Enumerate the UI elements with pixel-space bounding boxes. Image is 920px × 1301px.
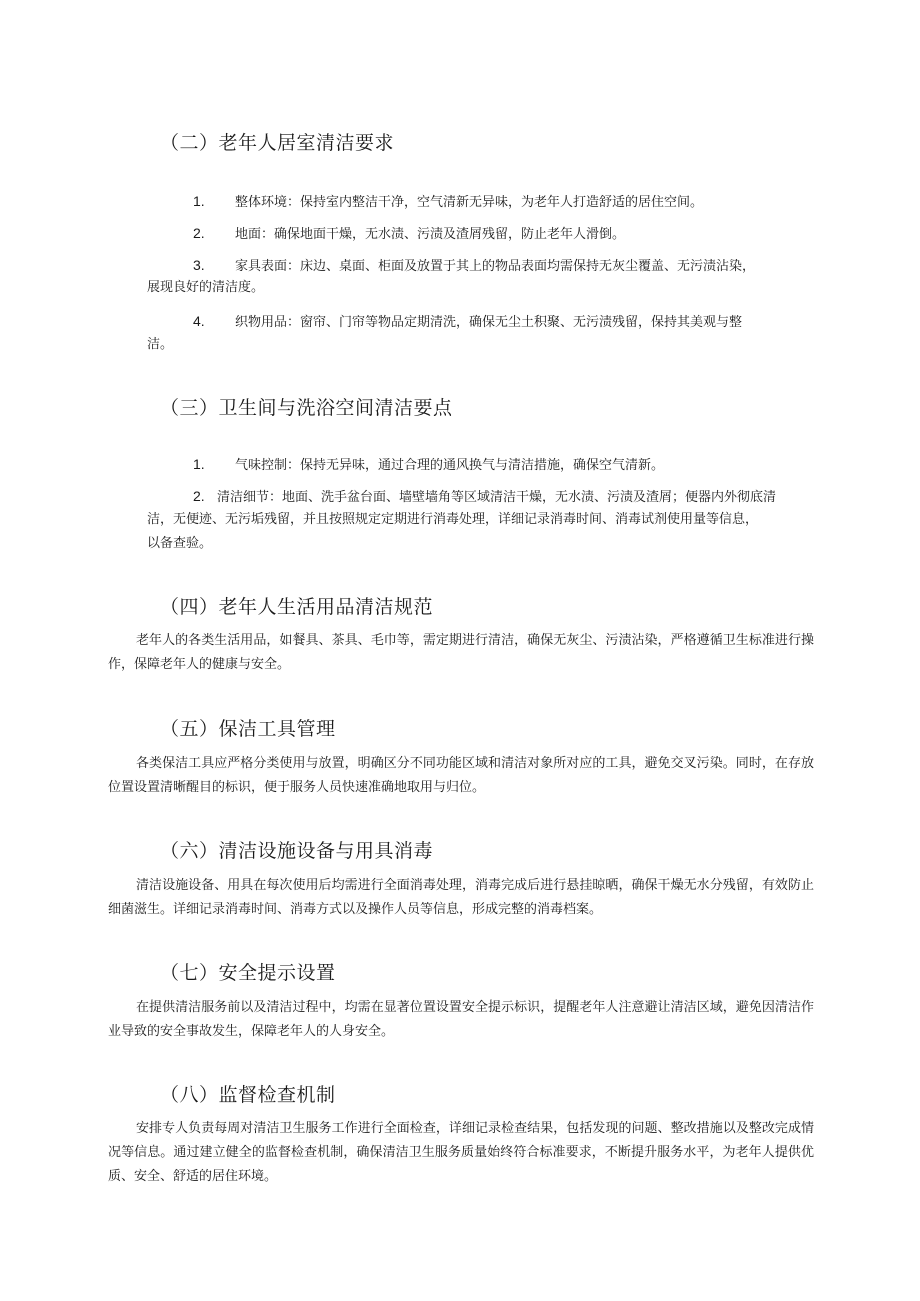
section-heading-5: （五）保洁工具管理 — [160, 718, 336, 740]
list-item-text: 织物用品：窗帘、门帘等物品定期清洗，确保无尘土积聚、无污渍残留，保持其美观与整 — [235, 315, 743, 330]
section-heading-4: （四）老年人生活用品清洁规范 — [160, 596, 434, 618]
list-item-number: 2. — [193, 225, 205, 241]
section-paragraph-7: 在提供清洁服务前以及清洁过程中，均需在显著位置设置安全提示标识，提醒老年人注意避让清洁区域，避免因清洁作业导致的安全事故发生，保障老年人的人身安全。 — [108, 1000, 814, 1039]
list-item — [193, 452, 664, 478]
list-item-continuation: 展现良好的清洁度。 — [147, 280, 265, 295]
list-item-number: 4. — [193, 313, 205, 329]
section-paragraph-8: 安排专人负责每周对清洁卫生服务工作进行全面检查，详细记录检查结果，包括发现的问题、整改措施以及整改完成情况等信息。通过建立健全的监督检查机制，确保清洁卫生服务质量始终符合标准要求，不断提升服务水平，为老年人提供优质、安全、舒适的居住环境。 — [108, 1121, 814, 1184]
section-heading-6: （六）清洁设施设备与用具消毒 — [160, 840, 434, 862]
list-item-text: 清洁细节：地面、洗手盆台面、墙壁墙角等区域清洁干燥，无水渍、污渍及渣屑；便器内外彻底清 — [217, 490, 777, 505]
section-paragraph-4: 老年人的各类生活用品，如餐具、茶具、毛巾等，需定期进行清洁，确保无灰尘、污渍沾染，严格遵循卫生标准进行操作，保障老年人的健康与安全。 — [108, 633, 814, 672]
list-item-number: 1. — [193, 193, 205, 209]
list-item-continuation: 洁，无便迹、无污垢残留，并且按照规定定期进行消毒处理，详细记录消毒时间、消毒试剂使用量等信息， — [147, 512, 759, 527]
list-item — [193, 309, 742, 335]
section-heading-8: （八）监督检查机制 — [160, 1084, 336, 1106]
section-heading-3: （三）卫生间与洗浴空间清洁要点 — [160, 397, 453, 419]
list-item-continuation: 洁。 — [147, 337, 174, 352]
list-item-number: 1. — [193, 456, 205, 472]
section-heading-2: （二）老年人居室清洁要求 — [160, 132, 395, 154]
list-item — [193, 484, 776, 510]
section-paragraph-5: 各类保洁工具应严格分类使用与放置，明确区分不同功能区域和清洁对象所对应的工具，避免交叉污染。同时，在存放位置设置清晰醒目的标识，便于服务人员快速准确地取用与归位。 — [108, 756, 814, 795]
list-item — [193, 253, 755, 279]
list-item-text: 气味控制：保持无异味，通过合理的通风换气与清洁措施，确保空气清新。 — [235, 458, 665, 473]
section-heading-7: （七）安全提示设置 — [160, 962, 336, 984]
list-item-text: 地面：确保地面干燥，无水渍、污渍及渣屑残留，防止老年人滑倒。 — [235, 227, 626, 242]
list-item-continuation: 以备查验。 — [147, 536, 213, 551]
section-paragraph-6: 清洁设施设备、用具在每次使用后均需进行全面消毒处理，消毒完成后进行悬挂晾晒，确保干燥无水分残留，有效防止细菌滋生。详细记录消毒时间、消毒方式以及操作人员等信息，形成完整的消毒档案。 — [108, 878, 814, 917]
list-item — [193, 189, 703, 215]
list-item-number: 3. — [193, 257, 205, 273]
list-item — [193, 221, 625, 247]
list-item-text: 家具表面：床边、桌面、柜面及放置于其上的物品表面均需保持无灰尘覆盖、无污渍沾染， — [235, 259, 756, 274]
list-item-text: 整体环境：保持室内整洁干净，空气清新无异味，为老年人打造舒适的居住空间。 — [235, 195, 704, 210]
list-item-number: 2. — [193, 488, 205, 504]
